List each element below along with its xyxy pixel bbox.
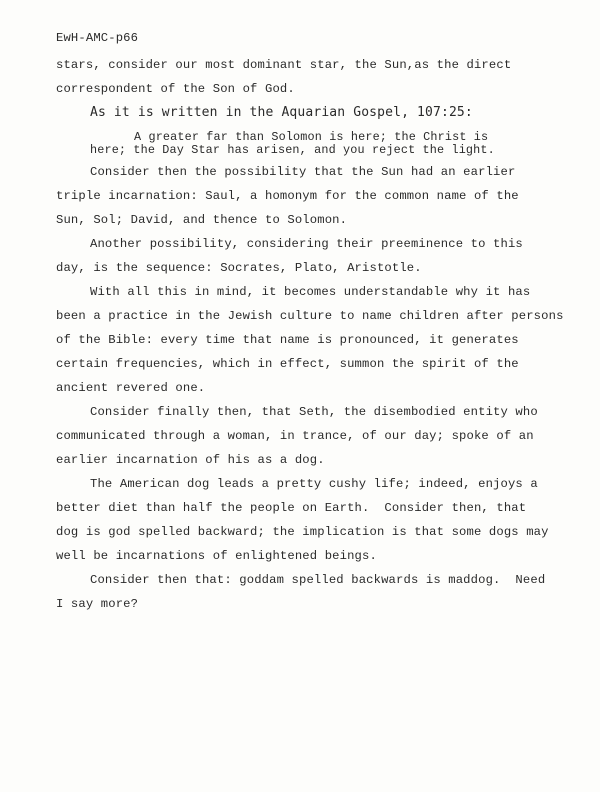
text-line: Another possibility, considering their preeminence to this <box>90 237 523 251</box>
text-line: of the Bible: every time that name is pronounced, it generates <box>56 333 519 347</box>
text-line: Sun, Sol; David, and thence to Solomon. <box>56 213 348 227</box>
text-line: triple incarnation: Saul, a homonym for the common name of the <box>56 189 519 203</box>
text-line: The American dog leads a pretty cushy life; indeed, enjoys a <box>90 477 538 491</box>
text-line: As it is written in the Aquarian Gospel, 107:25: <box>90 105 473 120</box>
text-line: better diet than half the people on Earth. Consider then, that <box>56 501 527 515</box>
text-line: well be incarnations of enlightened beings. <box>56 549 377 563</box>
text-line: certain frequencies, which in effect, summon the spirit of the <box>56 357 519 371</box>
text-line: Consider finally then, that Seth, the disembodied entity who <box>90 405 538 419</box>
text-line: I say more? <box>56 597 139 611</box>
text-line: correspondent of the Son of God. <box>56 82 295 96</box>
text-line: communicated through a woman, in trance, of our day; spoke of an <box>56 429 534 443</box>
text-line: Consider then the possibility that the Sun had an earlier <box>90 165 516 179</box>
text-line: earlier incarnation of his as a dog. <box>56 453 325 467</box>
quote-line: A greater far than Solomon is here; the Christ is <box>134 130 489 144</box>
text-line: stars, consider our most dominant star, the Sun,as the direct <box>56 58 512 72</box>
text-line: day, is the sequence: Socrates, Plato, Aristotle. <box>56 261 422 275</box>
text-line: Consider then that: goddam spelled backwards is maddog. Need <box>90 573 546 587</box>
text-line: been a practice in the Jewish culture to name children after persons <box>56 309 564 323</box>
text-line: With all this in mind, it becomes understandable why it has <box>90 285 531 299</box>
page-identifier: EwH-AMC-p66 <box>56 31 139 45</box>
quote-line: here; the Day Star has arisen, and you reject the light. <box>90 143 495 157</box>
text-line: ancient revered one. <box>56 381 206 395</box>
text-line: dog is god spelled backward; the implication is that some dogs may <box>56 525 549 539</box>
